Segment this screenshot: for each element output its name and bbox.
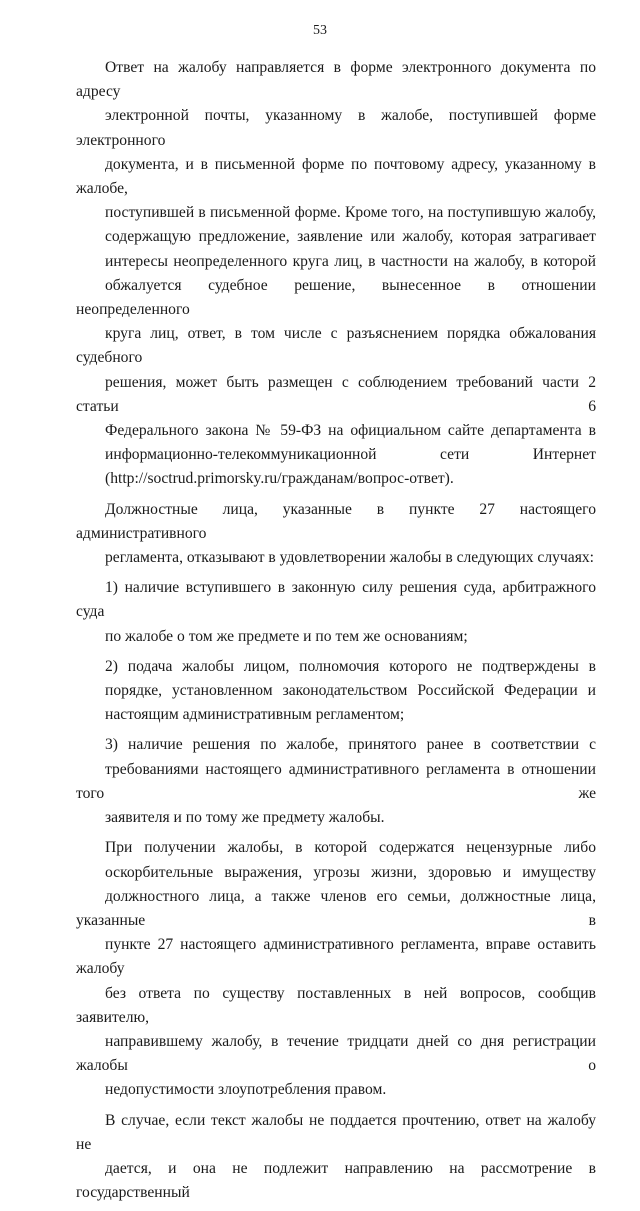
paragraph — [76, 498, 596, 571]
text-line: пункте 27 настоящего административного регламента, вправе оставить жалобу — [76, 936, 596, 978]
text-line: решения, может быть размещен с соблюдением требований части 2 статьи 6 — [76, 373, 596, 415]
paragraph — [76, 733, 596, 830]
text-line: заявителя и по тому же предмету жалобы. — [105, 809, 385, 827]
paragraph — [76, 836, 596, 1102]
text-line: оскорбительные выражения, угрозы жизни, здоровью и имуществу — [105, 863, 596, 881]
text-line: должностного лица, а также членов его семьи, должностные лица, указанные в — [76, 887, 596, 929]
text-line: регламента, отказывают в удовлетворении жалобы в следующих случаях: — [105, 549, 595, 567]
text-line: направившему жалобу, в течение тридцати дней со дня регистрации жалобы о — [76, 1032, 596, 1075]
text-line: 2) подача жалобы лицом, полномочия которого не подтверждены в — [105, 657, 596, 675]
text-line: обжалуется судебное решение, вынесенное в отношении неопределенного — [76, 276, 596, 319]
text-line: требованиями настоящего административного регламента в отношении того же — [76, 760, 596, 802]
paragraph — [76, 1109, 596, 1206]
text-line: Ответ на жалобу направляется в форме электронного документа по адресу — [76, 59, 596, 101]
text-line: порядке, установленном законодательством Российской Федерации и — [105, 682, 596, 700]
text-line: 1) наличие вступившего в законную силу решения суда, арбитражного суда — [76, 579, 596, 621]
text-line: круга лиц, ответ, в том числе с разъяснением порядка обжалования судебного — [76, 325, 596, 367]
text-line: настоящим административным регламентом; — [105, 706, 405, 724]
text-line: Должностные лица, указанные в пункте 27 настоящего административного — [76, 500, 596, 542]
text-line: недопустимости злоупотребления правом. — [105, 1081, 387, 1099]
text-line: без ответа по существу поставленных в ней вопросов, сообщив заявителю, — [76, 984, 596, 1026]
text-line: 3) наличие решения по жалобе, принятого ранее в соответствии с — [105, 736, 596, 754]
text-line: В случае, если текст жалобы не поддается прочтению, ответ на жалобу не — [76, 1111, 596, 1153]
text-line: Федерального закона № 59-ФЗ на официальном сайте департамента в — [105, 422, 596, 440]
text-line: При получении жалобы, в которой содержатся нецензурные либо — [105, 839, 596, 857]
text-line: электронной почты, указанному в жалобе, поступившей форме электронного — [76, 107, 596, 149]
document-body — [76, 56, 596, 1211]
page-number: 53 — [313, 23, 327, 38]
text-line: по жалобе о том же предмете и по тем же основаниям; — [105, 627, 468, 645]
text-line: дается, и она не подлежит направлению на рассмотрение в государственный — [76, 1159, 596, 1202]
text-line: интересы неопределенного круга лиц, в частности на жалобу, в которой — [105, 252, 596, 270]
text-line: поступившей в письменной форме. Кроме того, на поступившую жалобу, — [105, 204, 596, 222]
paragraph — [76, 576, 596, 649]
text-line: (http://soctrud.primorsky.ru/гражданам/вопрос-ответ). — [105, 470, 454, 488]
paragraph — [76, 655, 596, 728]
text-line: информационно-телекоммуникационной сети Интернет — [105, 446, 596, 464]
text-line: содержащую предложение, заявление или жалобу, которая затрагивает — [105, 228, 596, 246]
paragraph — [76, 56, 596, 492]
text-line: документа, и в письменной форме по почтовому адресу, указанному в жалобе, — [76, 155, 596, 198]
